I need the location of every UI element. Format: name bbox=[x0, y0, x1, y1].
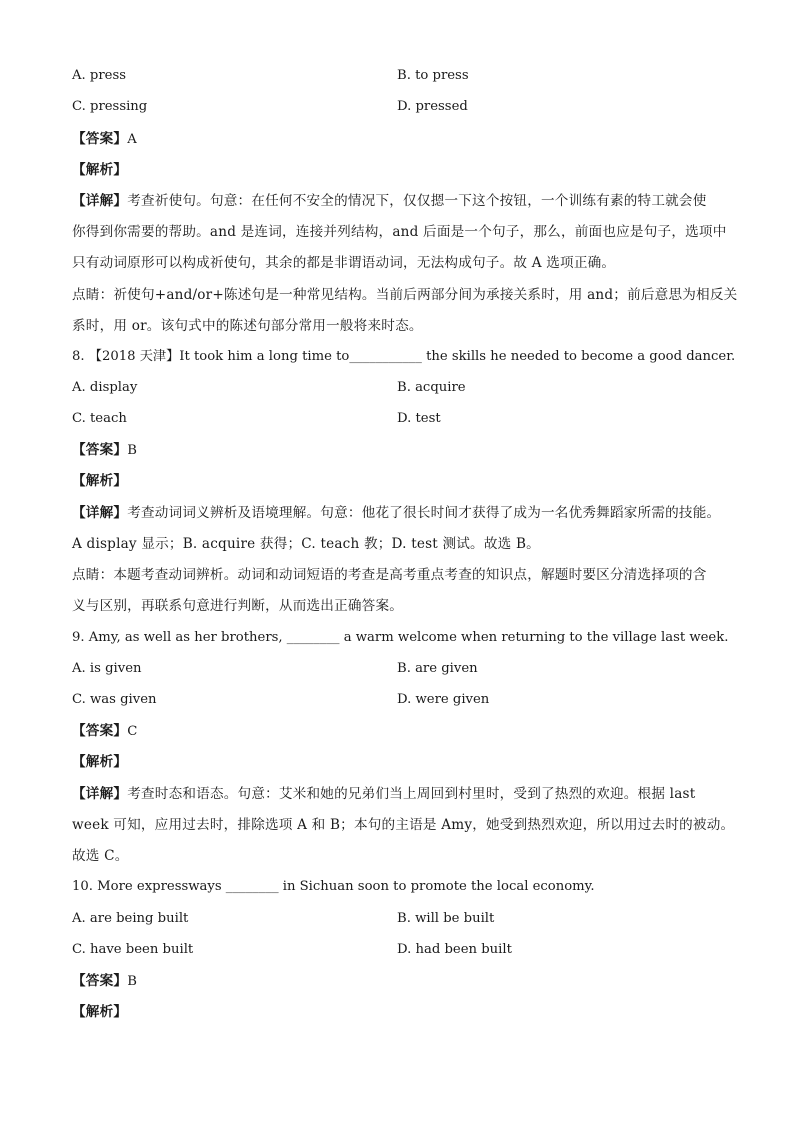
q7-detail-line-2: 你得到你需要的帮助。and 是连词，连接并列结构，and 后面是一个句子，那么，前面也应是句子，选项中 bbox=[72, 224, 727, 240]
q9-option-a: A. is given bbox=[72, 661, 142, 676]
q7-detail-line-1 bbox=[72, 191, 707, 211]
q10-option-c: C. have been built bbox=[72, 942, 194, 957]
q10-option-d: D. had been built bbox=[397, 942, 512, 957]
q8-stem: 8. 【2018 天津】It took him a long time to___________ the skills he needed to become a good dancer. bbox=[72, 349, 736, 364]
detail-label: 【详解】 bbox=[72, 505, 128, 521]
q7-tip-line-1: 点睛：祈使句+and/or+陈述句是一种常见结构。当前后两部分间为承接关系时，用 and；前后意思为相反关 bbox=[72, 287, 738, 303]
q9-analysis-label: 【解析】 bbox=[72, 754, 128, 770]
answer-label: 【答案】 bbox=[72, 723, 128, 739]
answer-label: 【答案】 bbox=[72, 131, 128, 147]
q8-option-a: A. display bbox=[72, 380, 138, 395]
q8-tip-line-2: 义与区别，再联系句意进行判断，从而选出正确答案。 bbox=[72, 598, 404, 614]
answer-value: B bbox=[127, 443, 137, 458]
q9-option-c: C. was given bbox=[72, 692, 157, 707]
q9-detail-line-3: 故选 C。 bbox=[72, 848, 129, 864]
q9-detail-line-1 bbox=[72, 784, 695, 804]
q8-option-c: C. teach bbox=[72, 411, 127, 426]
q8-analysis-label: 【解析】 bbox=[72, 473, 128, 489]
q7-detail-line-3: 只有动词原形可以构成祈使句，其余的都是非谓语动词，无法构成句子。故 A 选项正确。 bbox=[72, 255, 616, 271]
answer-value: A bbox=[127, 132, 137, 147]
q8-detail-line-2: A display 显示；B. acquire 获得；C. teach 教；D. test 测试。故选 B。 bbox=[72, 536, 540, 552]
q7-option-c: C. pressing bbox=[72, 99, 148, 114]
q8-option-b: B. acquire bbox=[397, 380, 466, 395]
q9-stem: 9. Amy, as well as her brothers, ________ a warm welcome when returning to the village last week. bbox=[72, 630, 729, 645]
q8-option-d: D. test bbox=[397, 411, 441, 426]
q10-analysis-label: 【解析】 bbox=[72, 1004, 128, 1020]
detail-label: 【详解】 bbox=[72, 786, 128, 802]
q9-option-b: B. are given bbox=[397, 661, 478, 676]
detail-text: 考查时态和语态。句意：艾米和她的兄弟们当上周回到村里时，受到了热烈的欢迎。根据 last bbox=[127, 786, 696, 802]
q8-answer bbox=[72, 440, 137, 461]
answer-label: 【答案】 bbox=[72, 973, 128, 989]
q10-option-a: A. are being built bbox=[72, 911, 189, 926]
q10-stem: 10. More expressways ________ in Sichuan soon to promote the local economy. bbox=[72, 879, 595, 894]
q7-option-a: A. press bbox=[72, 68, 126, 83]
detail-text: 考查动词词义辨析及语境理解。句意：他花了很长时间才获得了成为一名优秀舞蹈家所需的技能。 bbox=[127, 505, 721, 521]
q9-detail-line-2: week 可知，应用过去时，排除选项 A 和 B；本句的主语是 Amy，她受到热烈欢迎，所以用过去时的被动。 bbox=[72, 817, 735, 833]
q10-answer bbox=[72, 971, 137, 992]
answer-value: B bbox=[127, 974, 137, 989]
q7-tip-line-2: 系时，用 or。该句式中的陈述句部分常用一般将来时态。 bbox=[72, 318, 423, 334]
q10-option-b: B. will be built bbox=[397, 911, 495, 926]
q8-detail-line-1 bbox=[72, 503, 720, 523]
answer-value: C bbox=[127, 724, 138, 739]
detail-text: 考查祈使句。句意：在任何不安全的情况下，仅仅摁一下这个按钮，一个训练有素的特工就会使 bbox=[127, 193, 707, 209]
detail-label: 【详解】 bbox=[72, 193, 128, 209]
q7-answer bbox=[72, 129, 137, 150]
q9-option-d: D. were given bbox=[397, 692, 490, 707]
q7-option-b: B. to press bbox=[397, 68, 469, 83]
q7-option-d: D. pressed bbox=[397, 99, 468, 114]
q8-tip-line-1: 点睛：本题考查动词辨析。动词和动词短语的考查是高考重点考查的知识点，解题时要区分清选择项的含 bbox=[72, 567, 707, 583]
q9-answer bbox=[72, 721, 137, 742]
q7-analysis-label: 【解析】 bbox=[72, 162, 128, 178]
answer-label: 【答案】 bbox=[72, 442, 128, 458]
